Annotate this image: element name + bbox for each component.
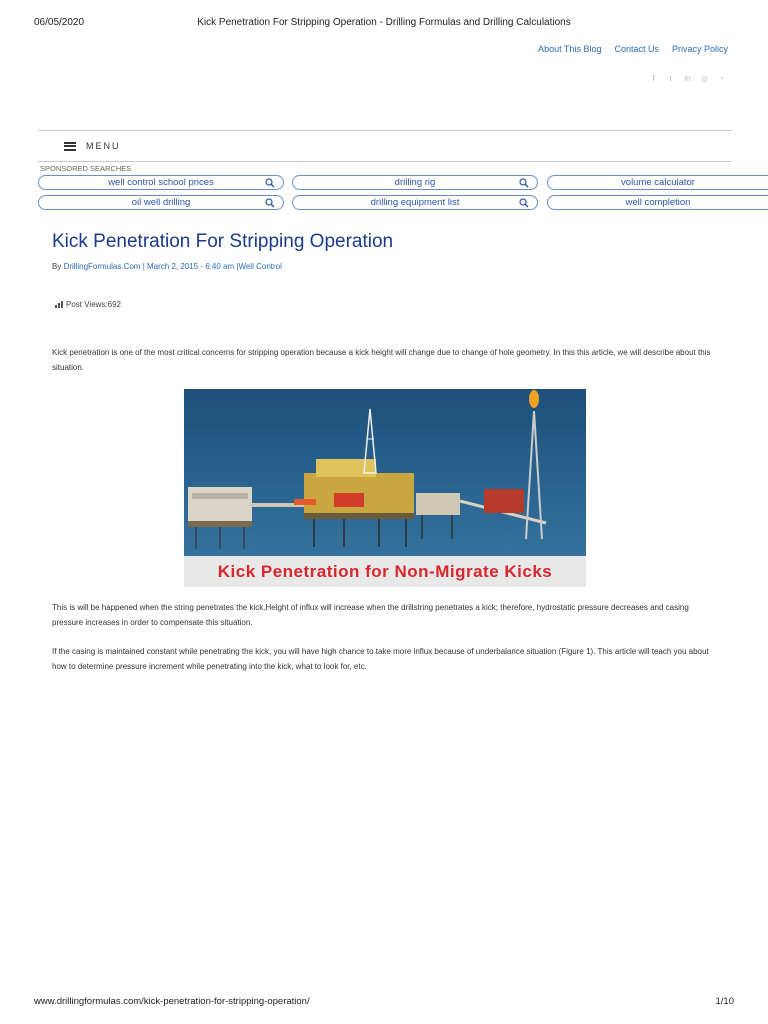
sponsored-search-label: well control school prices xyxy=(108,177,214,188)
header-divider xyxy=(38,130,732,131)
search-icon xyxy=(265,178,275,188)
byline-prefix: By xyxy=(52,262,64,271)
menu-toggle[interactable] xyxy=(64,141,121,151)
article-paragraph: Kick penetration is one of the most critical concerns for stripping operation because a kick height will change due to change of hole geometry. In this this article, we will describe about this situation. xyxy=(52,348,711,372)
print-title: Kick Penetration For Stripping Operation - Drilling Formulas and Drilling Calculations xyxy=(197,17,571,28)
sponsored-search-item[interactable] xyxy=(547,175,768,190)
sponsored-search-label: drilling equipment list xyxy=(370,197,460,208)
top-links xyxy=(538,44,728,54)
bar-chart-icon xyxy=(55,301,63,308)
facebook-icon[interactable]: f xyxy=(652,74,655,83)
rss-icon[interactable]: ◔ xyxy=(719,74,724,83)
footer-url: www.drillingformulas.com/kick-penetration-for-stripping-operation/ xyxy=(34,996,310,1007)
hamburger-icon xyxy=(64,142,76,151)
search-icon xyxy=(265,198,275,208)
article-paragraph: This is will be happened when the string penetrates the kick.Height of influx will increase when the drillstring penetrates a kick; therefore, hydrostatic pressure decreases and casing pressure increases in order to compensate this situation. xyxy=(52,603,689,627)
search-icon xyxy=(519,198,529,208)
image-caption: Kick Penetration for Non-Migrate Kicks xyxy=(184,556,586,587)
sponsored-search-label: volume calculator xyxy=(621,177,695,188)
privacy-link[interactable]: Privacy Policy xyxy=(671,44,728,54)
author-link[interactable]: DrillingFormulas.Com xyxy=(63,262,141,271)
article-title: Kick Penetration For Stripping Operation xyxy=(52,231,394,252)
twitter-icon[interactable]: t xyxy=(669,74,672,83)
social-icons xyxy=(649,74,726,83)
sponsored-search-item[interactable] xyxy=(38,195,284,210)
article-byline xyxy=(52,262,282,271)
search-icon xyxy=(519,178,529,188)
sponsored-search-item[interactable] xyxy=(547,195,768,210)
sponsored-search-item[interactable] xyxy=(38,175,284,190)
instagram-icon[interactable]: ◎ xyxy=(701,74,708,83)
category-link[interactable]: Well Control xyxy=(238,262,282,271)
article-paragraph: If the casing is maintained constant while penetrating the kick, you will have high chance to take more influx because of underbalance situation (Figure 1). This article will teach you about how to determine pressure increment while penetrating into the kick, what to look for, etc. xyxy=(52,647,709,671)
post-date: | March 2, 2015 - 6:40 am | xyxy=(140,262,239,271)
contact-link[interactable]: Contact Us xyxy=(614,44,659,54)
sponsored-search-label: oil well drilling xyxy=(131,197,191,208)
sponsored-label: SPONSORED SEARCHES xyxy=(40,164,132,173)
about-link[interactable]: About This Blog xyxy=(538,44,602,54)
menu-divider xyxy=(38,161,732,162)
sponsored-search-label: drilling rig xyxy=(394,177,436,188)
print-date: 06/05/2020 xyxy=(34,17,85,28)
sponsored-search-item[interactable] xyxy=(292,175,538,190)
sponsored-search-label: well completion xyxy=(625,197,691,208)
menu-label: MENU xyxy=(86,141,121,151)
post-views xyxy=(55,300,121,309)
page-number: 1/10 xyxy=(715,996,734,1007)
post-views-label: Post Views:692 xyxy=(66,300,121,309)
linkedin-icon[interactable]: in xyxy=(684,74,691,83)
sponsored-search-item[interactable] xyxy=(292,195,538,210)
